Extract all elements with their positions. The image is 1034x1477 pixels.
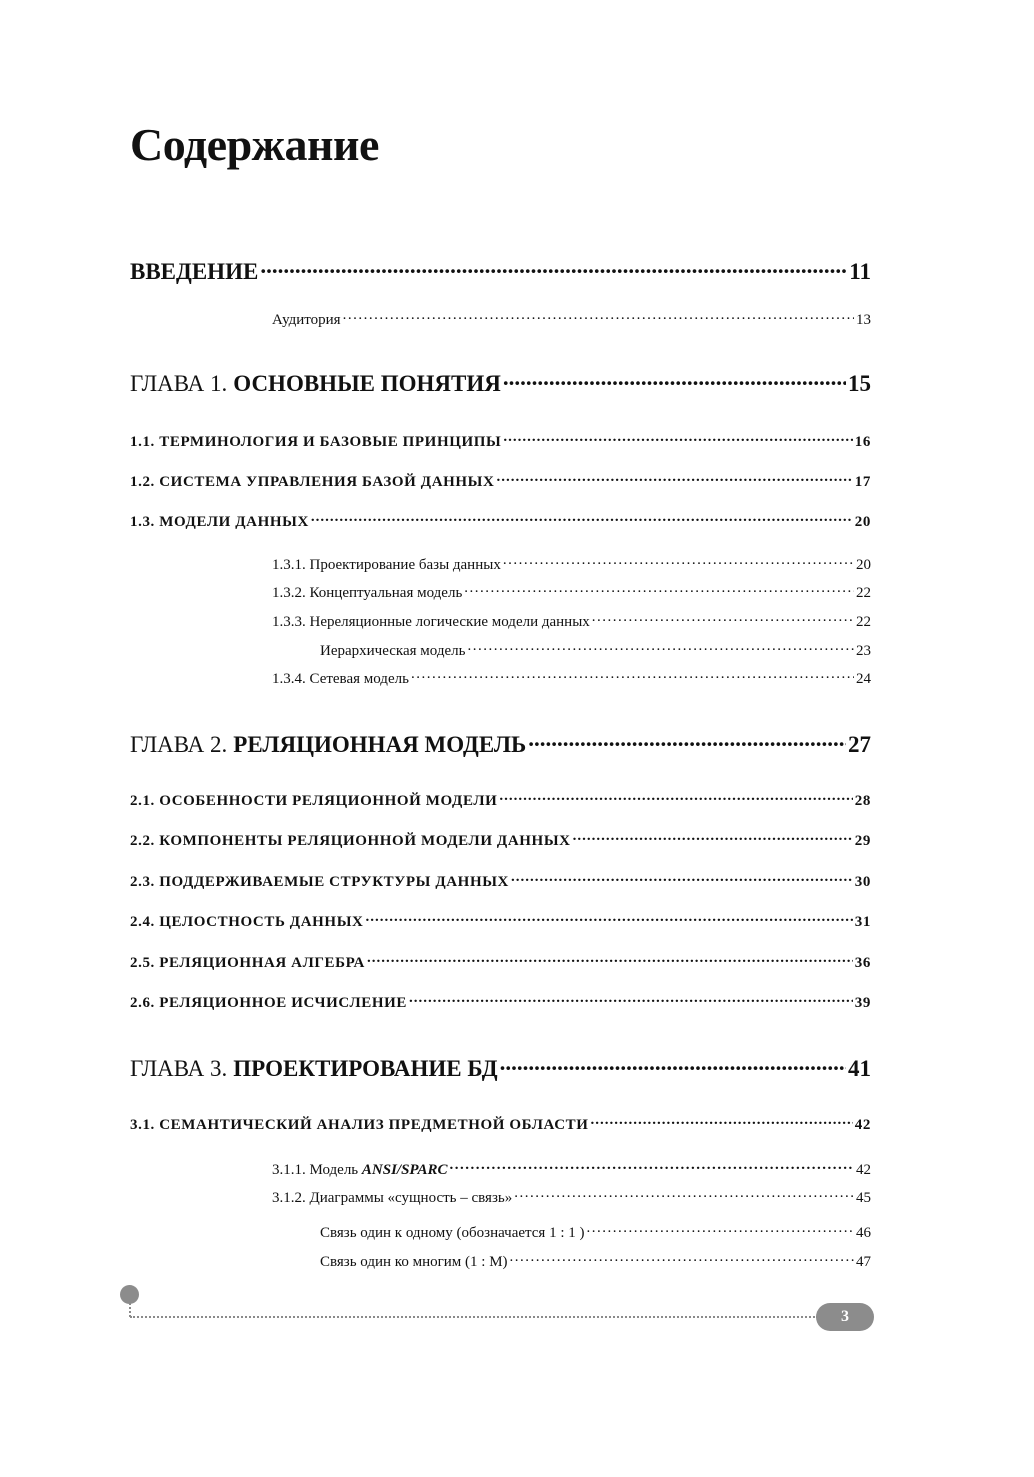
toc-entry-1-3-1[interactable] — [272, 554, 871, 574]
toc-page-number: 42 — [856, 1162, 871, 1178]
footer-dotted-rule — [130, 1316, 818, 1318]
toc-entry-auditoria[interactable] — [272, 309, 871, 329]
chapter-prefix: ГЛАВА 2. — [130, 732, 228, 757]
toc-entry-introduction[interactable] — [130, 256, 871, 285]
page-number-badge: 3 — [816, 1303, 874, 1331]
toc-entry-2-4[interactable] — [130, 911, 871, 931]
toc-label: 2.6. РЕЛЯЦИОННОЕ ИСЧИСЛЕНИЕ — [130, 995, 407, 1011]
toc-leader-dots — [510, 1251, 854, 1266]
toc-leader-dots — [499, 790, 852, 805]
toc-entry-one-to-many[interactable] — [320, 1251, 871, 1271]
toc-leader-dots — [343, 309, 854, 324]
toc-leader-dots — [365, 911, 852, 926]
toc-label: 2.4. ЦЕЛОСТНОСТЬ ДАННЫХ — [130, 914, 364, 930]
toc-entry-1-1[interactable] — [130, 431, 871, 451]
toc-entry-chapter-1[interactable] — [130, 368, 871, 397]
toc-page-number: 22 — [856, 585, 871, 601]
toc-entry-chapter-2[interactable] — [130, 729, 871, 758]
toc-entry-1-3-3[interactable] — [272, 611, 871, 631]
chapter-title: ОСНОВНЫЕ ПОНЯТИЯ — [233, 371, 501, 396]
toc-entry-1-3-2[interactable] — [272, 582, 871, 602]
toc-label: 1.3.3. Нереляционные логические модели данных — [272, 614, 590, 630]
toc-page-number: 20 — [856, 557, 871, 573]
toc-leader-dots — [592, 611, 854, 626]
toc-leader-dots — [464, 582, 854, 597]
toc-label — [130, 1056, 498, 1082]
toc-leader-dots — [587, 1222, 855, 1237]
toc-page-number: 46 — [856, 1225, 871, 1241]
toc-label: Связь один к одному (обозначается 1 : 1 ) — [320, 1225, 585, 1241]
toc-label: Иерархическая модель — [320, 643, 466, 659]
toc-entry-hierarchical-model[interactable] — [320, 640, 871, 660]
toc-label: 3.1.2. Диаграммы «сущность – связь» — [272, 1190, 513, 1206]
toc-label: 1.3.2. Концептуальная модель — [272, 585, 463, 601]
toc-label: 2.5. РЕЛЯЦИОННАЯ АЛГЕБРА — [130, 955, 365, 971]
toc-label: 1.3.4. Сетевая модель — [272, 671, 409, 687]
chapter-prefix: ГЛАВА 1. — [130, 371, 228, 396]
toc-page-number: 23 — [856, 643, 871, 659]
toc-leader-dots — [591, 1114, 853, 1129]
toc-page-number: 30 — [854, 874, 871, 890]
toc-page-number: 42 — [854, 1117, 871, 1133]
toc-label: 1.1. ТЕРМИНОЛОГИЯ И БАЗОВЫЕ ПРИНЦИПЫ — [130, 434, 502, 450]
toc-entry-3-1-2[interactable] — [272, 1187, 871, 1207]
toc-label: 2.1. ОСОБЕННОСТИ РЕЛЯЦИОННОЙ МОДЕЛИ — [130, 793, 498, 809]
toc-label: 1.3. МОДЕЛИ ДАННЫХ — [130, 514, 309, 530]
toc-entry-1-3[interactable] — [130, 511, 871, 531]
toc-leader-dots — [514, 1187, 854, 1202]
chapter-title: РЕЛЯЦИОННАЯ МОДЕЛЬ — [233, 732, 527, 757]
toc-page-number: 15 — [848, 371, 871, 396]
toc-leader-dots — [311, 511, 853, 526]
toc-label: 2.3. ПОДДЕРЖИВАЕМЫЕ СТРУКТУРЫ ДАННЫХ — [130, 874, 509, 890]
toc-leader-dots — [511, 871, 853, 886]
toc-page-number: 31 — [854, 914, 871, 930]
toc-entry-1-3-4[interactable] — [272, 668, 871, 688]
page-title: Содержание — [130, 119, 379, 170]
toc-leader-dots — [573, 830, 853, 845]
toc-page-number: 24 — [856, 671, 871, 687]
toc-label: ВВЕДЕНИЕ — [130, 259, 259, 284]
toc-label: Аудитория — [272, 312, 341, 328]
toc-page-number: 20 — [854, 514, 871, 530]
chapter-title: ПРОЕКТИРОВАНИЕ БД — [233, 1056, 498, 1081]
toc-label — [272, 1162, 448, 1179]
toc-page-number: 11 — [849, 259, 871, 284]
toc-leader-dots — [496, 471, 852, 486]
chapter-prefix: ГЛАВА 3. — [130, 1056, 228, 1081]
footer-circle-ornament — [120, 1285, 139, 1304]
toc-page-number: 13 — [856, 312, 871, 328]
toc-label — [130, 732, 526, 758]
toc-page-number: 27 — [848, 732, 871, 757]
toc-entry-1-2[interactable] — [130, 471, 871, 491]
toc-leader-dots — [503, 554, 854, 569]
toc-leader-dots — [467, 640, 854, 655]
toc-entry-chapter-3[interactable] — [130, 1053, 871, 1082]
toc-entry-3-1[interactable] — [130, 1114, 871, 1134]
toc-label: 3.1. СЕМАНТИЧЕСКИЙ АНАЛИЗ ПРЕДМЕТНОЙ ОБЛАСТИ — [130, 1117, 589, 1133]
toc-page-number: 41 — [848, 1056, 871, 1081]
toc-page-number: 36 — [854, 955, 871, 971]
toc-entry-2-6[interactable] — [130, 992, 871, 1012]
toc-label: 1.3.1. Проектирование базы данных — [272, 557, 501, 573]
toc-leader-dots — [500, 1053, 846, 1076]
toc-entry-2-2[interactable] — [130, 830, 871, 850]
toc-page-number: 45 — [856, 1190, 871, 1206]
toc-entry-3-1-1[interactable] — [272, 1159, 871, 1179]
toc-leader-dots — [411, 668, 854, 683]
toc-page-number: 39 — [854, 995, 871, 1011]
toc-page-number: 47 — [856, 1254, 871, 1270]
toc-entry-2-1[interactable] — [130, 790, 871, 810]
toc-leader-dots — [409, 992, 853, 1007]
toc-page-number: 29 — [854, 833, 871, 849]
toc-label — [130, 371, 501, 397]
toc-leader-dots — [503, 431, 852, 446]
toc-page-number: 17 — [854, 474, 871, 490]
toc-leader-dots — [503, 368, 846, 391]
toc-entry-one-to-one[interactable] — [320, 1222, 871, 1242]
toc-leader-dots — [367, 952, 853, 967]
toc-page-number: 22 — [856, 614, 871, 630]
toc-page-number: 16 — [854, 434, 871, 450]
toc-entry-2-5[interactable] — [130, 952, 871, 972]
toc-label: 2.2. КОМПОНЕНТЫ РЕЛЯЦИОННОЙ МОДЕЛИ ДАННЫХ — [130, 833, 571, 849]
toc-label-emphasis: ANSI/SPARC — [361, 1162, 448, 1178]
toc-entry-2-3[interactable] — [130, 871, 871, 891]
toc-label-prefix: 3.1.1. Модель — [272, 1162, 362, 1178]
toc-leader-dots — [260, 256, 847, 279]
toc-page-number: 28 — [854, 793, 871, 809]
toc-leader-dots — [528, 729, 846, 752]
toc-label: Связь один ко многим (1 : М) — [320, 1254, 508, 1270]
toc-leader-dots — [450, 1159, 855, 1174]
toc-label: 1.2. СИСТЕМА УПРАВЛЕНИЯ БАЗОЙ ДАННЫХ — [130, 474, 495, 490]
